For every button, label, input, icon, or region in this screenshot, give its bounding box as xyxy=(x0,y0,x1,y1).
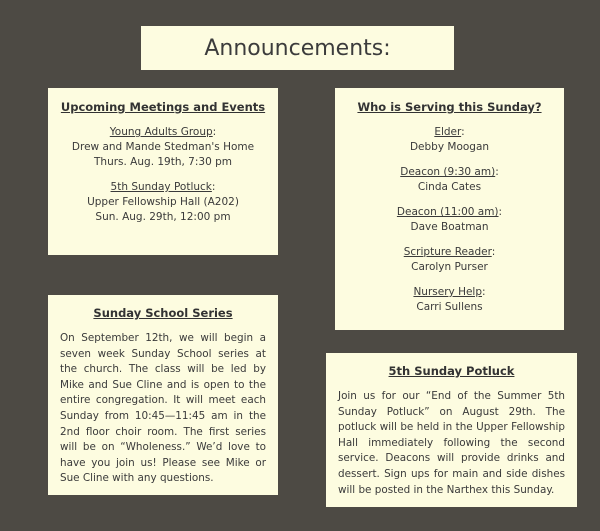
meetings-heading: Upcoming Meetings and Events xyxy=(60,100,266,114)
serving-heading: Who is Serving this Sunday? xyxy=(357,100,542,114)
potluck-heading: 5th Sunday Potluck xyxy=(388,364,515,378)
event-label: Young Adults Group xyxy=(109,126,213,138)
role-item: Elder: Debby Moogan xyxy=(345,125,554,155)
potluck-card xyxy=(326,353,577,507)
role-label: Deacon (11:00 am) xyxy=(396,206,499,218)
page-title: Announcements: xyxy=(141,26,454,70)
meetings-card xyxy=(48,88,278,255)
role-label: Nursery Help xyxy=(413,286,483,298)
serving-card xyxy=(335,88,564,330)
sunday-school-body: On September 12th, we will begin a seven week Sunday School series at the church. The class will be led by Mike and Sue Cline and is open to the entire congregation. It will meet each Sunday from 10:45—11:45 am in the 2nd floor choir room. The first series will be on “Wholeness.” We’d love to have you join us! Please see Mike or Sue Cline with any questions. xyxy=(60,332,266,485)
event-time: Sun. Aug. 29th, 12:00 pm xyxy=(95,211,231,223)
role-name: Carolyn Purser xyxy=(411,261,488,273)
role-item: Deacon (11:00 am): Dave Boatman xyxy=(345,205,554,235)
role-item: Scripture Reader: Carolyn Purser xyxy=(345,245,554,275)
event-item: Young Adults Group: Drew and Mande Stedman's Home Thurs. Aug. 19th, 7:30 pm xyxy=(58,125,268,170)
event-location: Upper Fellowship Hall (A202) xyxy=(87,196,239,208)
event-label: 5th Sunday Potluck xyxy=(110,181,212,193)
role-item: Nursery Help: Carri Sullens xyxy=(345,285,554,315)
role-name: Debby Moogan xyxy=(409,141,490,153)
event-location: Drew and Mande Stedman's Home xyxy=(71,141,255,153)
role-name: Carri Sullens xyxy=(416,301,483,313)
event-item: 5th Sunday Potluck: Upper Fellowship Hall (A202) Sun. Aug. 29th, 12:00 pm xyxy=(58,180,268,225)
role-label: Elder xyxy=(434,126,462,138)
role-name: Cinda Cates xyxy=(417,181,482,193)
event-time: Thurs. Aug. 19th, 7:30 pm xyxy=(94,156,232,168)
potluck-body: Join us for our “End of the Summer 5th Sunday Potluck” on August 29th. The potluck will be held in the Upper Fellowship Hall immediately following the second service. Deacons will provide drinks and dessert. Sign ups for main and side dishes will be posted in the Narthex this Sunday. xyxy=(338,390,565,496)
role-item: Deacon (9:30 am): Cinda Cates xyxy=(345,165,554,195)
role-label: Scripture Reader xyxy=(403,246,492,258)
sunday-school-heading: Sunday School Series xyxy=(93,306,233,320)
role-label: Deacon (9:30 am) xyxy=(400,166,496,178)
sunday-school-card xyxy=(48,295,278,495)
role-name: Dave Boatman xyxy=(410,221,489,233)
